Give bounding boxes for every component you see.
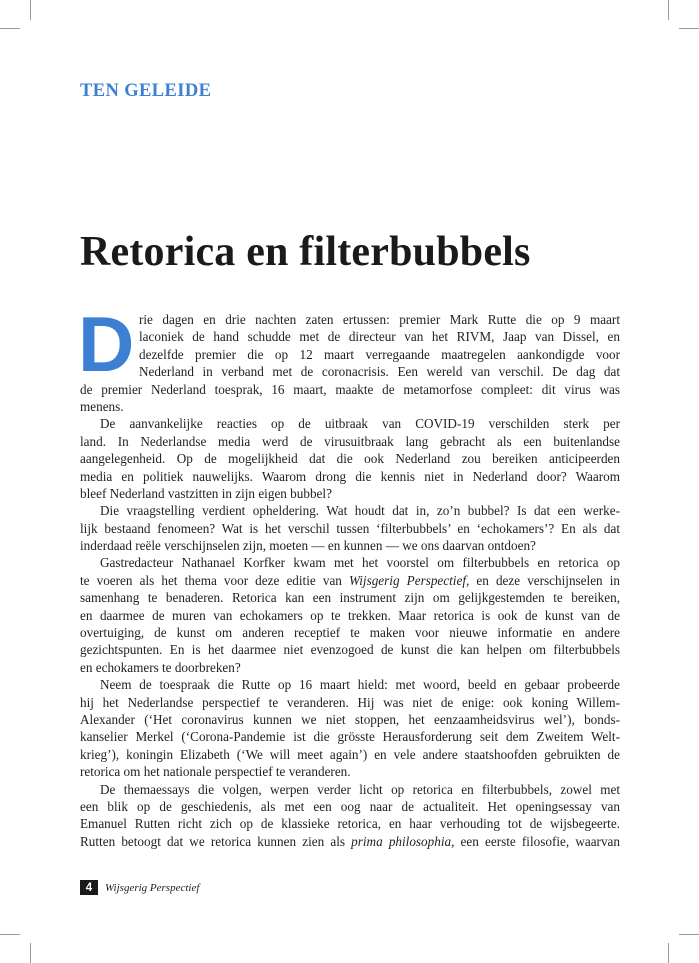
body-line: Emanuel Rutten richt zich op de klassieke retorica, en haar verhouding tot de wijsbegeerte. [80,816,620,832]
crop-mark-bottom-left-h [0,934,20,935]
paragraph-5 [80,676,620,780]
body-text: , een eerste filosofie, waarvan [451,833,620,849]
body-line: Gastredacteur Nathanael Korfker kwam met het voorstel om filterbubbels en retorica op [100,555,620,571]
body-line: en echokamers te doorbreken? [80,659,241,675]
body-line: bleef Nederland vastzitten in zijn eigen bubbel? [80,485,332,501]
paragraph-3 [80,502,620,554]
body-text: , en deze verschijnselen in [465,572,620,588]
body-line: aangelegenheid. Op de mogelijkheid dat die ook Nederland zou bereiken anticipeerden [80,451,620,467]
body-line: Die vraagstelling verdient opheldering. Wat houdt dat in, zo’n bubbel? Is dat een werke- [100,503,620,519]
body-line: land. In Nederlandse media werd de virusuitbraak lang gebracht als een buitenlandse [80,433,620,449]
crop-mark-bottom-right-h [679,934,699,935]
crop-mark-top-left-h [0,28,20,29]
article-body [78,300,620,850]
paragraph-6 [80,781,620,851]
body-line [80,572,620,589]
body-line: samenhang te benaderen. Retorica kan een instrument zijn om gelijkgestemden te bereiken, [80,590,620,606]
page-footer [80,880,199,895]
body-line: Neem de toespraak die Rutte op 16 maart hield: met woord, beeld en gebaar probeerde [100,677,620,693]
section-label: TEN GELEIDE [80,81,212,101]
body-line: De aanvankelijke reacties op de uitbraak van COVID-19 verschilden sterk per [100,416,620,432]
body-line: hij het Nederlandse perspectief te veranderen. Hij was niet de enige: ook koning Willem- [80,694,620,710]
body-line: De themaessays die volgen, werpen verder licht op retorica en filterbubbels, zowel met [100,781,620,797]
article-title: Retorica en filterbubbels [80,229,531,275]
body-line: overtuiging, de kunst om anderen receptief te maken voor nieuwe informatie en andere [80,625,620,641]
body-line: lijk bestaand fenomeen? Wat is het verschil tussen ‘filterbubbels’ en ‘echokamers’? En als dat [80,520,620,536]
body-line: retorica om het nationale perspectief te veranderen. [80,764,351,780]
body-line: en daarmee de muren van echokamers op te trekken. Maar retorica is ook de kunst van de [80,607,620,623]
page-number: 4 [80,880,98,895]
body-line [80,833,620,850]
crop-mark-top-right-h [679,28,699,29]
body-line: krieg’), koningin Elizabeth (‘We will meet again’) en vele andere staatshoofden gebruikten de [80,746,620,762]
emphasis-term: prima philosophia [351,833,452,849]
paragraph-2 [80,415,620,502]
crop-mark-top-left [30,0,31,20]
body-line: kanselier Merkel (‘Corona-Pandemie ist die grösste Herausforderung seit dem Zweitem Welt- [80,729,620,745]
journal-name: Wijsgerig Perspectief [105,881,200,894]
journal-title-inline: Wijsgerig Perspectief [349,572,466,588]
body-line: media en politiek nauwelijks. Waarom drong die kennis niet in Nederland door? Waarom [80,468,620,484]
paragraph-1 [78,300,620,415]
body-line: dezelfde premier die op 12 maart verregaande maatregelen aankondigde voor [139,346,620,362]
body-line: rie dagen en drie nachten zaten ertussen: premier Mark Rutte die op 9 maart [139,312,620,327]
body-text: te voeren als het thema voor deze editie van [80,572,349,588]
body-line: Alexander (‘Het coronavirus kunnen we niet stoppen, het eenzaamheidsvirus wel’), bonds- [80,711,620,727]
body-line: de premier Nederland toesprak, 16 maart, maakte de metamorfose compleet: dit virus was [80,381,620,397]
crop-mark-top-right [668,0,669,20]
paragraph-4 [80,554,620,676]
crop-mark-bottom-left [30,943,31,963]
body-line: Nederland in verband met de coronacrisis. Een wereld van verschil. De dag dat [139,364,620,380]
crop-mark-bottom-right [668,943,669,963]
body-line: gezichtspunten. En is het daarmee niet evenzogoed de kunst die kan helpen om filterbubbels [80,642,620,658]
body-text: Rutten betoogt dat we retorica kunnen zien als [80,833,352,849]
body-line: een blik op de geschiedenis, als met een oog naar de actualiteit. Het openingsessay van [80,798,620,814]
body-line: laconiek de hand schudde met de directeur van het RIVM, Jaap van Dissel, en [139,329,620,345]
drop-cap: D [78,300,135,388]
body-line: inderdaad reële verschijnselen zijn, moeten — en kunnen — we ons daarvan ontdoen? [80,538,536,554]
body-line: menens. [80,398,124,414]
